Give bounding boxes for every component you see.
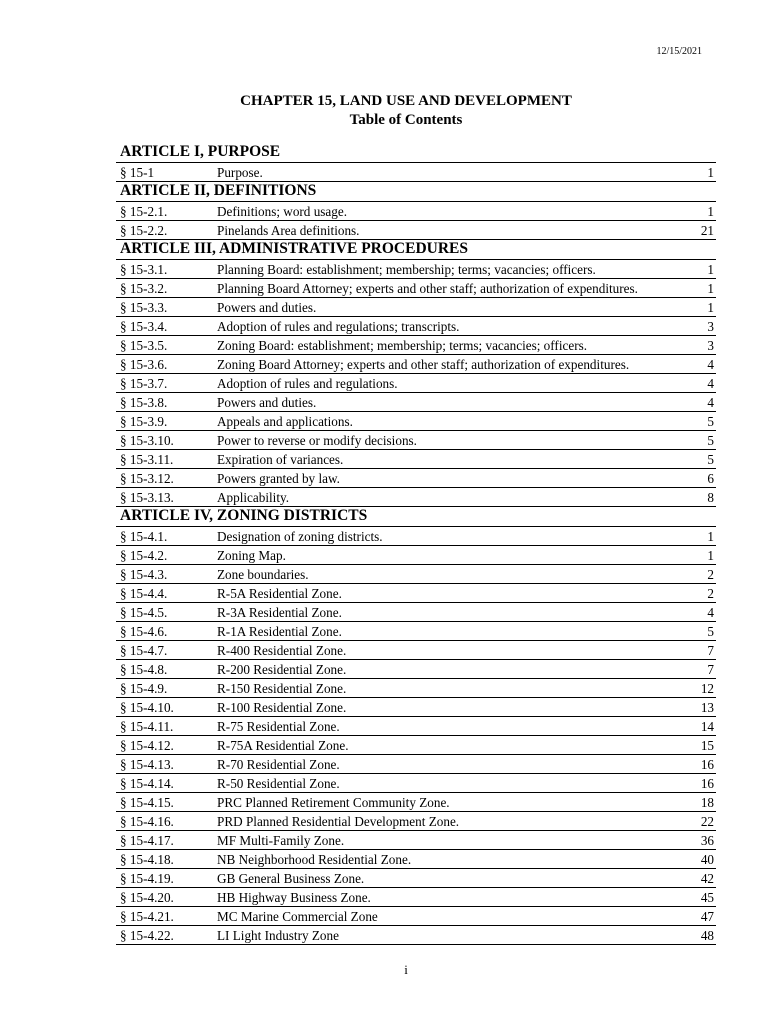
page-number: i — [404, 962, 408, 977]
article-heading: ARTICLE I, PURPOSE — [116, 143, 716, 163]
section-title: R-3A Residential Zone. — [217, 604, 342, 620]
section-number: § 15-4.6. — [120, 623, 168, 639]
section-title: R-75 Residential Zone. — [217, 718, 340, 734]
toc-row — [116, 336, 716, 355]
toc-row — [116, 393, 716, 412]
section-title: LI Light Industry Zone — [217, 927, 339, 943]
section-number: § 15-4.20. — [120, 889, 174, 905]
section-number: § 15-3.11. — [120, 451, 174, 467]
section-title: Zoning Board Attorney; experts and other staff; authorization of expenditures. — [217, 356, 630, 372]
toc-row — [116, 565, 716, 584]
section-number: § 15-4.17. — [120, 832, 174, 848]
page-ref: 40 — [700, 851, 714, 867]
toc-row — [116, 869, 716, 888]
section-title: Planning Board: establishment; membership; terms; vacancies; officers. — [217, 261, 596, 277]
section-title: R-100 Residential Zone. — [217, 699, 347, 715]
article-heading: ARTICLE III, ADMINISTRATIVE PROCEDURES — [116, 240, 716, 260]
toc-row — [116, 679, 716, 698]
section-title: R-150 Residential Zone. — [217, 680, 347, 696]
section-title: Power to reverse or modify decisions. — [217, 432, 417, 448]
section-number: § 15-4.19. — [120, 870, 174, 886]
section-number: § 15-3.10. — [120, 432, 174, 448]
section-title: Adoption of rules and regulations. — [217, 375, 398, 391]
section-number: § 15-4.2. — [120, 547, 168, 563]
section-number: § 15-3.9. — [120, 413, 168, 429]
page-ref: 47 — [700, 908, 714, 924]
section-number: § 15-3.5. — [120, 337, 168, 353]
toc-row — [116, 717, 716, 736]
section-number: § 15-3.7. — [120, 375, 168, 391]
toc-row — [116, 355, 716, 374]
page-ref: 1 — [707, 261, 714, 277]
page-ref: 7 — [707, 661, 714, 677]
page-ref: 18 — [700, 794, 714, 810]
page-ref: 1 — [707, 280, 714, 296]
toc-row — [116, 298, 716, 317]
toc-row — [116, 888, 716, 907]
toc-row — [116, 831, 716, 850]
section-number: § 15-1 — [120, 164, 155, 180]
section-title: Zone boundaries. — [217, 566, 309, 582]
page-ref: 7 — [707, 642, 714, 658]
section-number: § 15-4.9. — [120, 680, 168, 696]
toc-row — [116, 412, 716, 431]
section-number: § 15-4.12. — [120, 737, 174, 753]
page-ref: 5 — [707, 623, 714, 639]
toc-row — [116, 260, 716, 279]
section-title: PRC Planned Retirement Community Zone. — [217, 794, 450, 810]
section-number: § 15-4.8. — [120, 661, 168, 677]
section-title: Planning Board Attorney; experts and other staff; authorization of expenditures. — [217, 280, 638, 296]
section-number: § 15-3.12. — [120, 470, 174, 486]
page-ref: 5 — [707, 451, 714, 467]
section-number: § 15-2.1. — [120, 203, 168, 219]
section-title: Powers granted by law. — [217, 470, 340, 486]
section-title: Purpose. — [217, 164, 263, 180]
table-of-contents — [116, 143, 716, 945]
section-number: § 15-3.6. — [120, 356, 168, 372]
section-title: Designation of zoning districts. — [217, 528, 383, 544]
page-ref: 3 — [707, 337, 714, 353]
article-heading: ARTICLE IV, ZONING DISTRICTS — [116, 507, 716, 527]
page-ref: 16 — [700, 775, 714, 791]
section-number: § 15-4.1. — [120, 528, 168, 544]
toc-row — [116, 926, 716, 945]
section-title: Appeals and applications. — [217, 413, 353, 429]
section-number: § 15-2.2. — [120, 222, 168, 238]
toc-row — [116, 450, 716, 469]
section-title: Adoption of rules and regulations; transcripts. — [217, 318, 460, 334]
page-ref: 4 — [707, 394, 714, 410]
page-ref: 15 — [700, 737, 714, 753]
page-ref: 16 — [700, 756, 714, 772]
page-ref: 45 — [700, 889, 714, 905]
page-ref: 42 — [700, 870, 714, 886]
section-number: § 15-3.8. — [120, 394, 168, 410]
page-ref: 1 — [707, 547, 714, 563]
page-ref: 48 — [700, 927, 714, 943]
toc-row — [116, 469, 716, 488]
page-ref: 12 — [700, 680, 714, 696]
section-number: § 15-4.18. — [120, 851, 174, 867]
section-title: Expiration of variances. — [217, 451, 344, 467]
page-ref: 4 — [707, 604, 714, 620]
page-ref: 5 — [707, 413, 714, 429]
toc-row — [116, 317, 716, 336]
section-title: Zoning Board: establishment; membership; terms; vacancies; officers. — [217, 337, 588, 353]
section-number: § 15-4.22. — [120, 927, 174, 943]
section-title: GB General Business Zone. — [217, 870, 365, 886]
page-ref: 8 — [707, 489, 714, 505]
section-title: R-400 Residential Zone. — [217, 642, 347, 658]
section-number: § 15-4.11. — [120, 718, 174, 734]
section-title: Definitions; word usage. — [217, 203, 348, 219]
toc-row — [116, 163, 716, 182]
section-number: § 15-3.3. — [120, 299, 168, 315]
section-title: Applicability. — [217, 489, 290, 505]
section-number: § 15-3.2. — [120, 280, 168, 296]
section-title: PRD Planned Residential Development Zone. — [217, 813, 460, 829]
article-heading: ARTICLE II, DEFINITIONS — [116, 182, 716, 202]
section-number: § 15-3.4. — [120, 318, 168, 334]
toc-row — [116, 488, 716, 507]
section-number: § 15-4.10. — [120, 699, 174, 715]
section-title: Powers and duties. — [217, 394, 317, 410]
section-title: R-1A Residential Zone. — [217, 623, 342, 639]
toc-row — [116, 755, 716, 774]
section-title: Zoning Map. — [217, 547, 286, 563]
page-ref: 21 — [700, 222, 714, 238]
page-ref: 3 — [707, 318, 714, 334]
toc-row — [116, 603, 716, 622]
page-ref: 1 — [707, 203, 714, 219]
toc-row — [116, 793, 716, 812]
toc-row — [116, 907, 716, 926]
section-number: § 15-4.14. — [120, 775, 174, 791]
section-title: Powers and duties. — [217, 299, 317, 315]
toc-subtitle: Table of Contents — [349, 112, 463, 128]
section-number: § 15-3.13. — [120, 489, 174, 505]
section-number: § 15-4.4. — [120, 585, 168, 601]
toc-row — [116, 279, 716, 298]
toc-row — [116, 812, 716, 831]
page-ref: 36 — [700, 832, 714, 848]
section-number: § 15-4.15. — [120, 794, 174, 810]
toc-row — [116, 202, 716, 221]
section-title: R-70 Residential Zone. — [217, 756, 340, 772]
section-title: HB Highway Business Zone. — [217, 889, 371, 905]
page-ref: 5 — [707, 432, 714, 448]
section-number: § 15-4.7. — [120, 642, 168, 658]
page-ref: 4 — [707, 375, 714, 391]
page-ref: 2 — [707, 566, 714, 582]
toc-row — [116, 641, 716, 660]
document-title — [0, 92, 768, 130]
section-title: Pinelands Area definitions. — [217, 222, 360, 238]
section-number: § 15-4.3. — [120, 566, 168, 582]
page-ref: 13 — [700, 699, 714, 715]
section-number: § 15-4.16. — [120, 813, 174, 829]
page-ref: 2 — [707, 585, 714, 601]
section-title: MC Marine Commercial Zone — [217, 908, 378, 924]
document-date: 12/15/2021 — [656, 46, 702, 57]
toc-row — [116, 774, 716, 793]
toc-row — [116, 527, 716, 546]
toc-row — [116, 850, 716, 869]
section-title: MF Multi-Family Zone. — [217, 832, 345, 848]
toc-row — [116, 546, 716, 565]
page-ref: 1 — [707, 164, 714, 180]
page-ref: 6 — [707, 470, 714, 486]
toc-row — [116, 431, 716, 450]
page-ref: 4 — [707, 356, 714, 372]
section-title: NB Neighborhood Residential Zone. — [217, 851, 412, 867]
toc-row — [116, 374, 716, 393]
page-ref: 1 — [707, 299, 714, 315]
section-number: § 15-3.1. — [120, 261, 168, 277]
page-ref: 22 — [700, 813, 714, 829]
section-title: R-50 Residential Zone. — [217, 775, 340, 791]
page-ref: 1 — [707, 528, 714, 544]
toc-row — [116, 698, 716, 717]
toc-row — [116, 660, 716, 679]
section-title: R-75A Residential Zone. — [217, 737, 349, 753]
section-number: § 15-4.21. — [120, 908, 174, 924]
section-title: R-200 Residential Zone. — [217, 661, 347, 677]
page-ref: 14 — [700, 718, 714, 734]
toc-row — [116, 584, 716, 603]
toc-row — [116, 622, 716, 641]
section-number: § 15-4.5. — [120, 604, 168, 620]
section-title: R-5A Residential Zone. — [217, 585, 342, 601]
toc-row — [116, 736, 716, 755]
section-number: § 15-4.13. — [120, 756, 174, 772]
chapter-title: CHAPTER 15, LAND USE AND DEVELOPMENT — [240, 93, 572, 109]
toc-row — [116, 221, 716, 240]
